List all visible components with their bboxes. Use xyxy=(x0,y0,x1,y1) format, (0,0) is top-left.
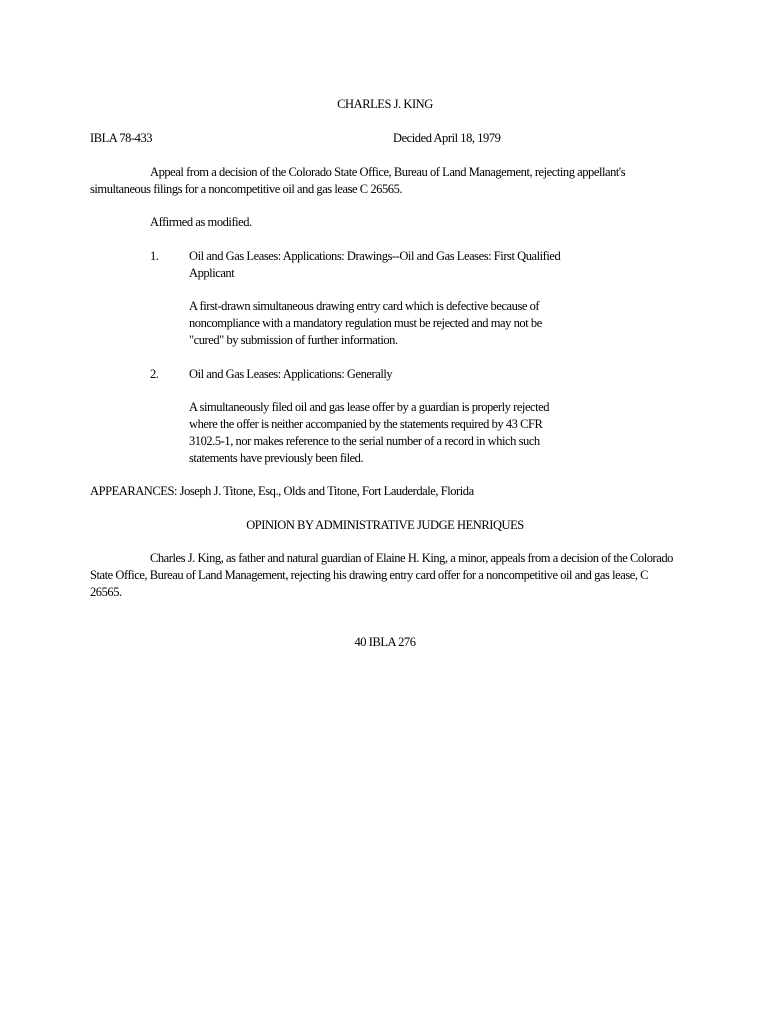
opinion-line-2: State Office, Bureau of Land Management, rejecting his drawing entry card offer for a noncompetitive oil and gas lease, C xyxy=(90,568,649,582)
headnote-2-number: 2. xyxy=(150,367,159,381)
docket-number: IBLA 78-433 xyxy=(90,131,153,145)
headnote-2-text-line-1: A simultaneously filed oil and gas lease offer by a guardian is properly rejected xyxy=(189,400,550,414)
appearances: APPEARANCES: Joseph J. Titone, Esq., Olds and Titone, Fort Lauderdale, Florida xyxy=(90,484,474,498)
disposition: Affirmed as modified. xyxy=(150,215,252,229)
headnote-1-topic-line-1: Oil and Gas Leases: Applications: Drawings--Oil and Gas Leases: First Qualified xyxy=(189,249,561,263)
headnote-1-text-line-3: "cured" by submission of further information. xyxy=(189,333,398,347)
headnote-1-topic-line-2: Applicant xyxy=(189,266,235,280)
headnote-2-text-line-4: statements have previously been filed. xyxy=(189,451,364,465)
opinion-heading: OPINION BY ADMINISTRATIVE JUDGE HENRIQUES xyxy=(246,518,524,532)
headnote-1-text-line-2: noncompliance with a mandatory regulation must be rejected and may not be xyxy=(189,316,542,330)
decision-date: Decided April 18, 1979 xyxy=(393,131,501,145)
summary-line-2: simultaneous filings for a noncompetitive oil and gas lease C 26565. xyxy=(90,182,403,196)
headnote-1-number: 1. xyxy=(150,249,159,263)
case-title: CHARLES J. KING xyxy=(337,97,433,111)
opinion-line-1: Charles J. King, as father and natural guardian of Elaine H. King, a minor, appeals from a decision of the Colorado xyxy=(150,551,673,565)
opinion-line-3: 26565. xyxy=(90,585,122,599)
headnote-2-topic-line-1: Oil and Gas Leases: Applications: Generally xyxy=(189,367,393,381)
headnote-2-text-line-2: where the offer is neither accompanied by the statements required by 43 CFR xyxy=(189,417,543,431)
page-citation: 40 IBLA 276 xyxy=(354,635,416,649)
headnote-1-text-line-1: A first-drawn simultaneous drawing entry card which is defective because of xyxy=(189,299,540,313)
summary-line-1: Appeal from a decision of the Colorado State Office, Bureau of Land Management, rejecting appellant's xyxy=(150,165,626,179)
headnote-2-text-line-3: 3102.5-1, nor makes reference to the serial number of a record in which such xyxy=(189,434,540,448)
